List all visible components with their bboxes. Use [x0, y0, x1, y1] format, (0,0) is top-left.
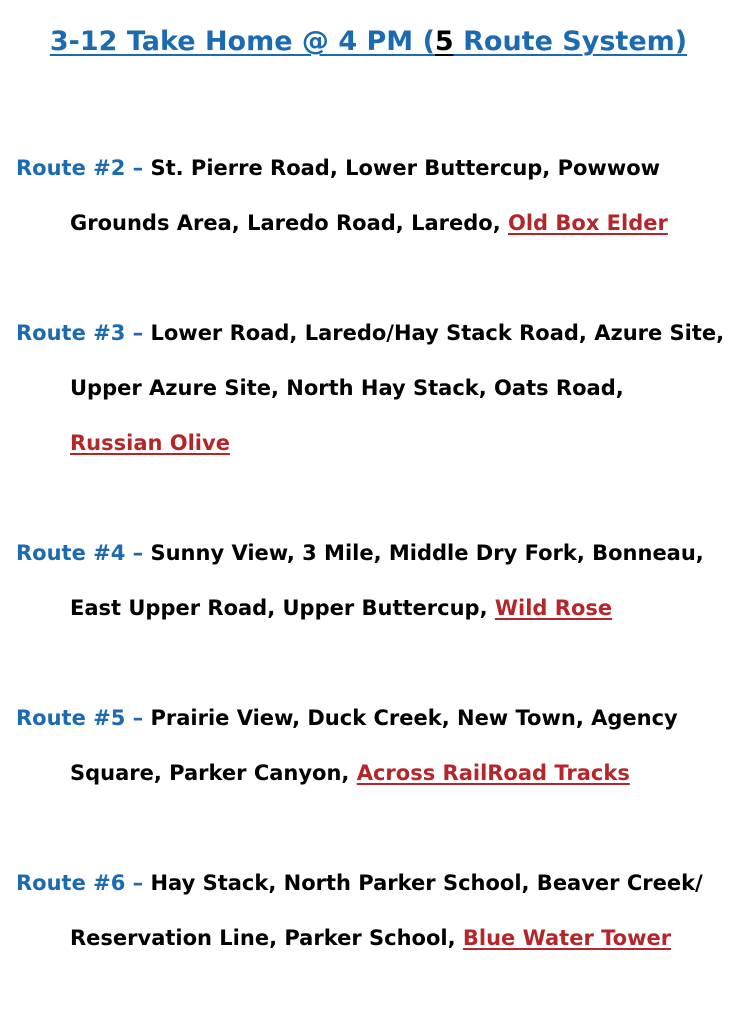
route-3-stops-1: Lower Road, Laredo/Hay Stack Road, Azure Site, — [150, 321, 725, 345]
route-2-line-1 — [16, 154, 660, 182]
route-2-stops-1: St. Pierre Road, Lower Buttercup, Powwow — [150, 156, 661, 180]
route-3-stops-2: Upper Azure Site, North Hay Stack, Oats Road, — [70, 376, 624, 400]
route-5-line-1 — [16, 704, 678, 732]
title-route-count: 5 — [434, 26, 454, 57]
title-suffix: Route System) — [453, 26, 688, 57]
route-5-stops-1: Prairie View, Duck Creek, New Town, Agency — [150, 706, 678, 730]
route-3-line-1 — [16, 319, 724, 347]
route-2-label: Route #2 – — [16, 156, 151, 180]
route-5-destination: Across RailRoad Tracks — [356, 761, 630, 785]
route-3-label: Route #3 – — [16, 321, 151, 345]
route-6-stops-2: Reservation Line, Parker School, — [70, 926, 463, 950]
route-6-destination: Blue Water Tower — [462, 926, 672, 950]
route-5-label: Route #5 – — [16, 706, 151, 730]
route-3-destination: Russian Olive — [70, 431, 230, 455]
route-4-line-2 — [70, 594, 612, 622]
title-prefix: 3-12 Take Home @ 4 PM ( — [49, 26, 435, 57]
route-4-line-1 — [16, 539, 704, 567]
route-5-stops-2: Square, Parker Canyon, — [70, 761, 357, 785]
route-3-line-2 — [70, 374, 624, 402]
route-5-line-2 — [70, 759, 630, 787]
route-6-line-2 — [70, 924, 671, 952]
route-4-stops-1: Sunny View, 3 Mile, Middle Dry Fork, Bonneau, — [150, 541, 704, 565]
route-3-line-3 — [70, 429, 230, 457]
route-6-label: Route #6 – — [16, 871, 151, 895]
route-6-line-1 — [16, 869, 703, 897]
route-4-stops-2: East Upper Road, Upper Buttercup, — [70, 596, 495, 620]
route-2-destination: Old Box Elder — [508, 211, 668, 235]
route-2-stops-2: Grounds Area, Laredo Road, Laredo, — [70, 211, 508, 235]
route-4-label: Route #4 – — [16, 541, 151, 565]
page-title — [0, 26, 737, 57]
route-6-stops-1: Hay Stack, North Parker School, Beaver Creek/ — [150, 871, 703, 895]
route-4-destination: Wild Rose — [494, 596, 613, 620]
route-2-line-2 — [70, 209, 668, 237]
